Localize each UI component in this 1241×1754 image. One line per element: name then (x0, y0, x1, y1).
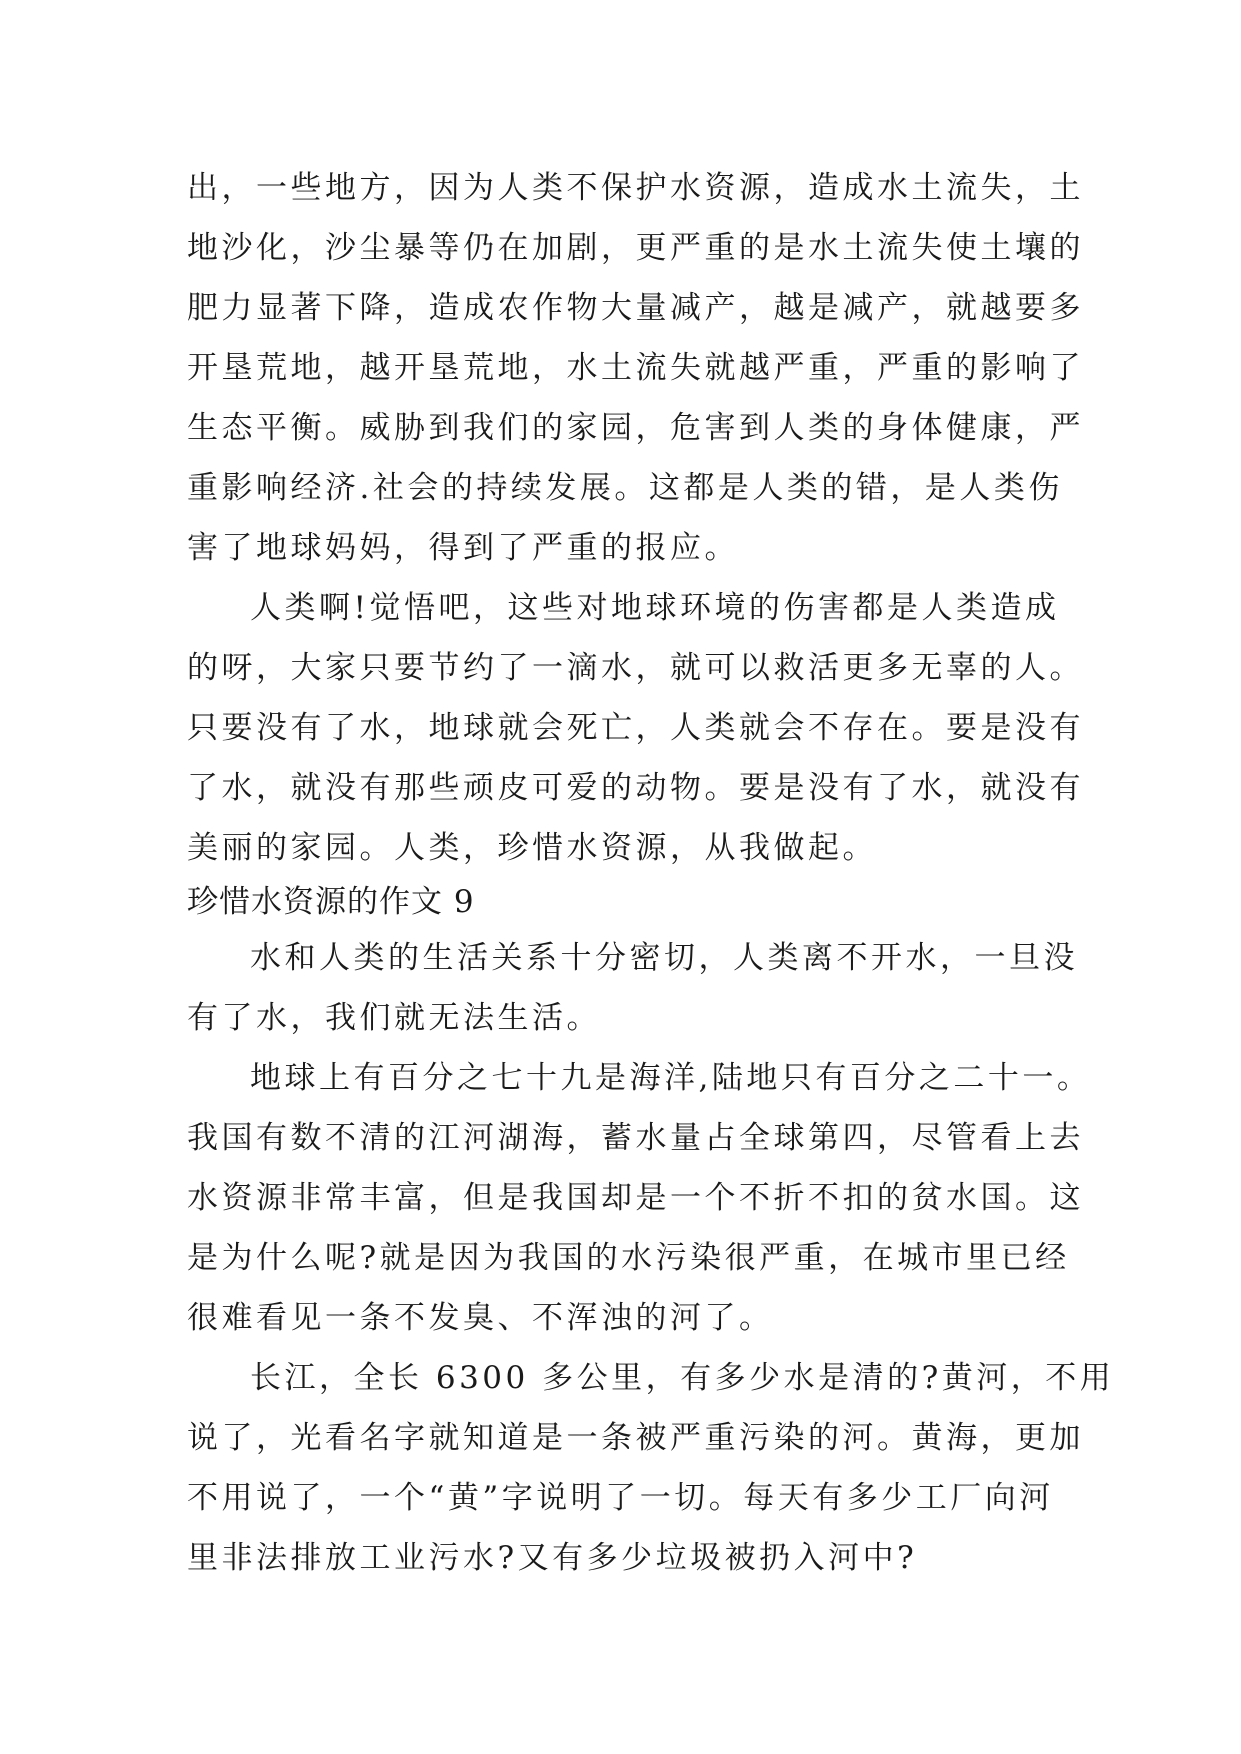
text-line: 出，一些地方，因为人类不保护水资源，造成水土流失，土 (187, 170, 1084, 206)
paragraph-first-line: 地球上有百分之七十九是海洋,陆地只有百分之二十一。 (250, 1060, 1092, 1096)
text-line: 水资源非常丰富，但是我国却是一个不折不扣的贫水国。这 (187, 1180, 1084, 1216)
text-line: 重影响经济.社会的持续发展。这都是人类的错，是人类伤 (187, 470, 1063, 506)
text-line: 不用说了，一个“黄”字说明了一切。每天有多少工厂向河 (187, 1480, 1054, 1516)
text-line: 地沙化，沙尘暴等仍在加剧，更严重的是水土流失使土壤的 (187, 230, 1084, 266)
text-line: 害了地球妈妈，得到了严重的报应。 (187, 530, 739, 566)
text-line: 肥力显著下降，造成农作物大量减产，越是减产，就越要多 (187, 290, 1084, 326)
text-line: 开垦荒地，越开垦荒地，水土流失就越严重，严重的影响了 (187, 350, 1084, 386)
text-line: 美丽的家园。人类，珍惜水资源，从我做起。 (187, 830, 877, 866)
text-line: 只要没有了水，地球就会死亡，人类就会不存在。要是没有 (187, 710, 1084, 746)
section-heading: 珍惜水资源的作文 9 (187, 884, 475, 920)
text-line: 有了水，我们就无法生活。 (187, 1000, 601, 1036)
text-line: 我国有数不清的江河湖海，蓄水量占全球第四，尽管看上去 (187, 1120, 1084, 1156)
text-line: 说了，光看名字就知道是一条被严重污染的河。黄海，更加 (187, 1420, 1084, 1456)
paragraph-first-line: 人类啊!觉悟吧，这些对地球环境的伤害都是人类造成 (250, 590, 1060, 626)
paragraph-first-line: 水和人类的生活关系十分密切，人类离不开水，一旦没 (250, 940, 1078, 976)
text-line: 里非法排放工业污水?又有多少垃圾被扔入河中? (187, 1540, 918, 1576)
paragraph-first-line: 长江，全长 6300 多公里，有多少水是清的?黄河，不用 (250, 1360, 1115, 1396)
text-line: 是为什么呢?就是因为我国的水污染很严重，在城市里已经 (187, 1240, 1070, 1276)
text-line: 生态平衡。威胁到我们的家园，危害到人类的身体健康，严 (187, 410, 1084, 446)
text-line: 的呀，大家只要节约了一滴水，就可以救活更多无辜的人。 (187, 650, 1084, 686)
text-line: 了水，就没有那些顽皮可爱的动物。要是没有了水，就没有 (187, 770, 1084, 806)
text-line: 很难看见一条不发臭、不浑浊的河了。 (187, 1300, 774, 1336)
